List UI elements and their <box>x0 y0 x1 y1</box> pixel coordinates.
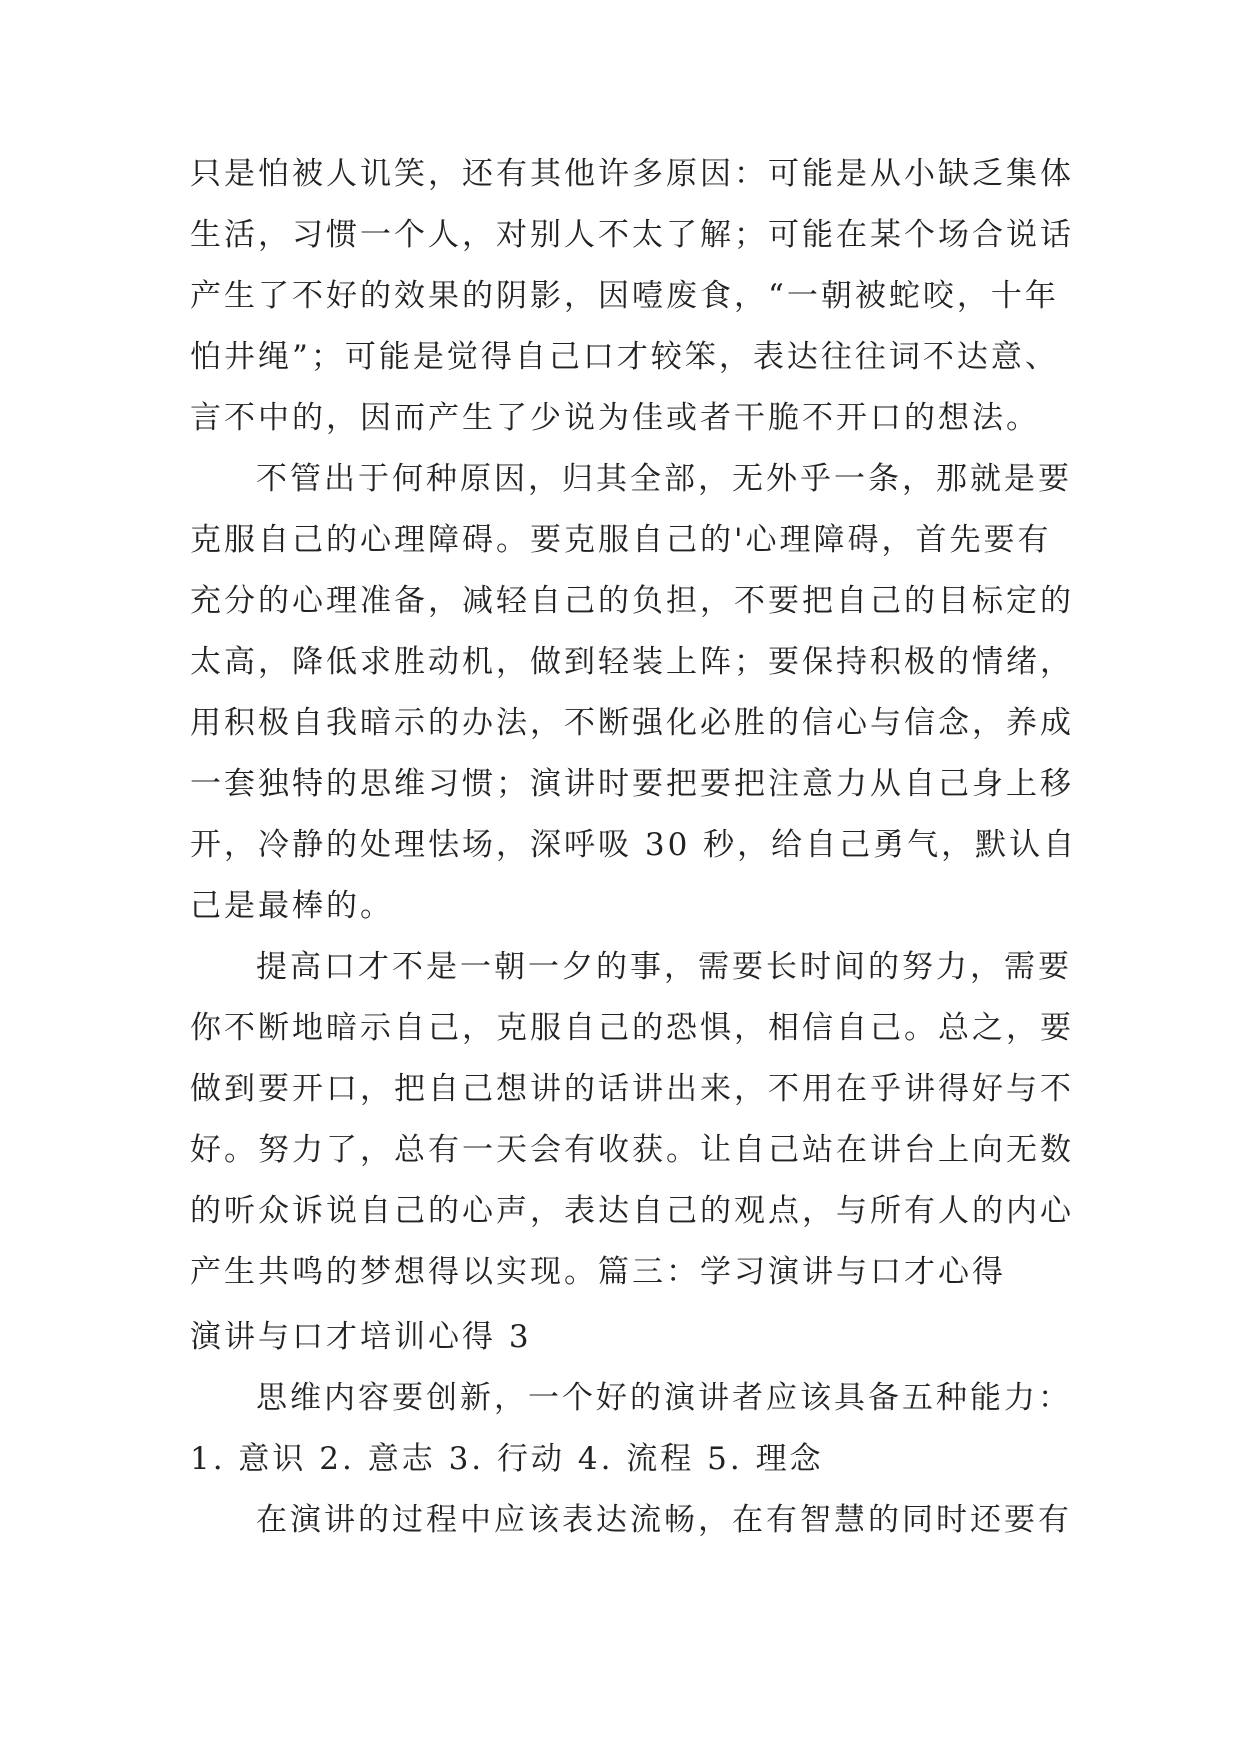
text-line: 做到要开口，把自己想讲的话讲出来，不用在乎讲得好与不 <box>190 1071 1074 1107</box>
paragraph-5 <box>190 1490 1070 1551</box>
section-title: 演讲与口才培训心得 3 <box>190 1319 532 1355</box>
text-line: 克服自己的心理障碍。要克服自己的'心理障碍，首先要有 <box>190 522 1052 558</box>
section-title-block <box>190 1307 1070 1368</box>
text-line: 提高口才不是一朝一夕的事，需要长时间的努力，需要 <box>256 949 1072 985</box>
text-line: 不管出于何种原因，归其全部，无外乎一条，那就是要 <box>256 461 1072 497</box>
paragraph-2 <box>190 449 1078 937</box>
text-line: 言不中的，因而产生了少说为佳或者干脆不开口的想法。 <box>190 400 1040 436</box>
text-line: 开，冷静的处理怯场，深呼吸 30 秒，给自己勇气，默认自 <box>190 827 1078 863</box>
text-line: 太高，降低求胜动机，做到轻装上阵；要保持积极的情绪， <box>190 644 1074 680</box>
text-line: 你不断地暗示自己，克服自己的恐惧，相信自己。总之，要 <box>190 1010 1074 1046</box>
text-line: 己是最棒的。 <box>190 888 394 924</box>
text-line: 怕井绳”；可能是觉得自己口才较笨，表达往往词不达意、 <box>190 339 1059 375</box>
paragraph-3 <box>190 937 1074 1303</box>
text-line: 思维内容要创新，一个好的演讲者应该具备五种能力： <box>256 1380 1072 1416</box>
text-line: 产生了不好的效果的阴影，因噎废食，“一朝被蛇咬，十年 <box>190 278 1059 314</box>
text-line: 只是怕被人讥笑，还有其他许多原因：可能是从小缺乏集体 <box>190 156 1074 192</box>
text-line: 生活，习惯一个人，对别人不太了解；可能在某个场合说话 <box>190 217 1074 253</box>
text-line: 好。努力了，总有一天会有收获。让自己站在讲台上向无数 <box>190 1132 1074 1168</box>
text-line: 的听众诉说自己的心声，表达自己的观点，与所有人的内心 <box>190 1193 1074 1229</box>
text-line: 用积极自我暗示的办法，不断强化必胜的信心与信念，养成 <box>190 705 1074 741</box>
text-line: 1. 意识 2. 意志 3. 行动 4. 流程 5. 理念 <box>190 1441 824 1477</box>
paragraph-4 <box>190 1368 1070 1490</box>
paragraph-1 <box>190 144 1074 449</box>
text-line: 充分的心理准备，减轻自己的负担，不要把自己的目标定的 <box>190 583 1074 619</box>
text-line: 产生共鸣的梦想得以实现。篇三：学习演讲与口才心得 <box>190 1254 1006 1290</box>
text-line: 一套独特的思维习惯；演讲时要把要把注意力从自己身上移 <box>190 766 1074 802</box>
text-line: 在演讲的过程中应该表达流畅，在有智慧的同时还要有 <box>256 1502 1072 1538</box>
